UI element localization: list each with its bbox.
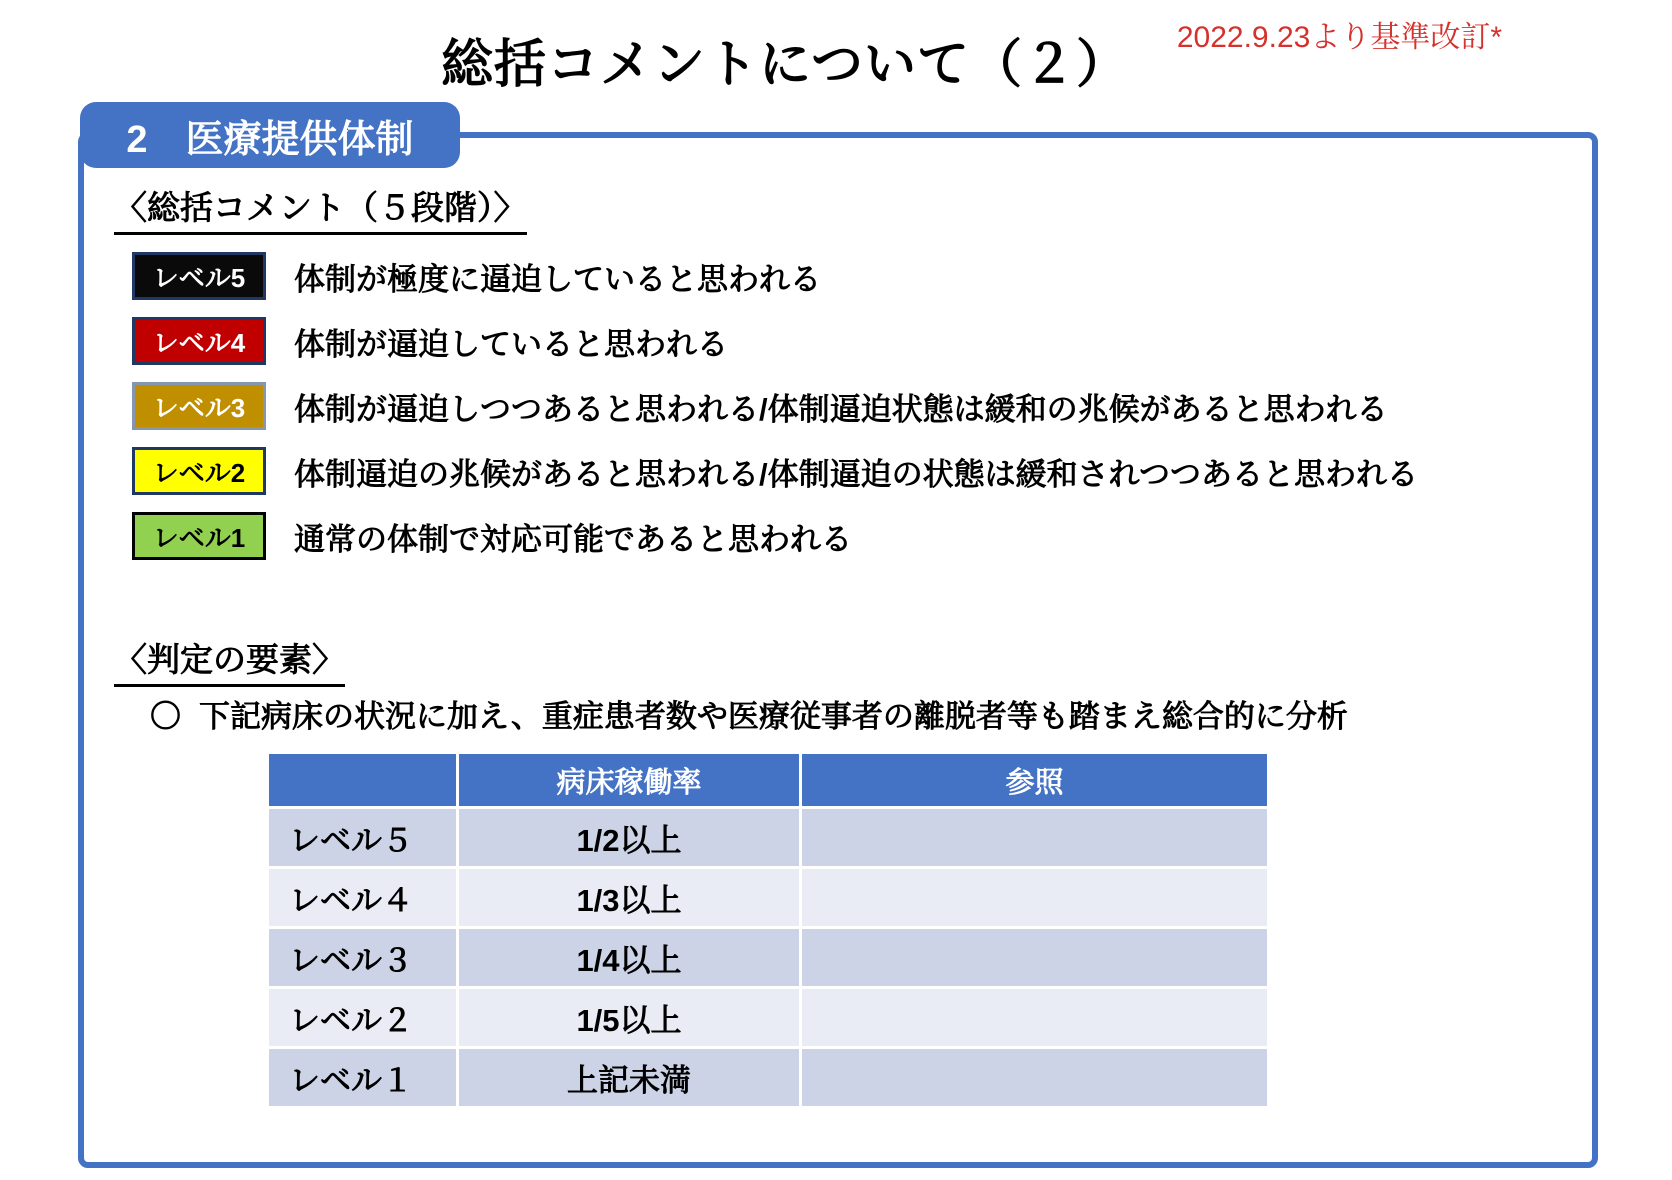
revision-note: 2022.9.23より基準改訂* (1176, 21, 1502, 54)
section-tab (80, 102, 460, 168)
page-title: 総括コメントについて（２） (441, 36, 1129, 94)
section-tab-label: 2 医療提供体制 (126, 118, 414, 161)
table-header-occupancy: 病床稼働率 (459, 754, 799, 806)
level-5-badge: レベル5 (132, 252, 266, 300)
level-row-2 (132, 447, 1418, 495)
criteria-table (269, 754, 1267, 1106)
table-row-2-reference (802, 989, 1267, 1046)
table-row-3-rate: 1/4以上 (459, 929, 799, 986)
level-3-badge: レベル3 (132, 382, 266, 430)
level-legend (132, 252, 1418, 560)
level-4-badge: レベル4 (132, 317, 266, 365)
content-panel (78, 132, 1598, 1168)
level-row-5 (132, 252, 1418, 300)
criteria-heading: 〈判定の要素〉 (114, 634, 345, 687)
table-row-4-reference (802, 869, 1267, 926)
table-header-reference: 参照 (802, 754, 1267, 806)
table-row-2-level: レベル２ (269, 989, 456, 1046)
table-row-3-level: レベル３ (269, 929, 456, 986)
level-3-description: 体制が逼迫しつつあると思われる/体制逼迫状態は緩和の兆候があると思われる (294, 391, 1388, 427)
table-row-3-reference (802, 929, 1267, 986)
level-row-1 (132, 512, 1418, 560)
summary-heading: 〈総括コメント（５段階）〉 (114, 182, 527, 235)
level-5-description: 体制が極度に逼迫していると思われる (294, 261, 821, 297)
table-row-1-rate: 上記未満 (459, 1049, 799, 1106)
level-row-4 (132, 317, 1418, 365)
criteria-bullet (150, 691, 1348, 736)
table-row-5-rate: 1/2以上 (459, 809, 799, 866)
table-row-5-reference (802, 809, 1267, 866)
level-1-badge: レベル1 (132, 512, 266, 560)
level-1-description: 通常の体制で対応可能であると思われる (294, 521, 852, 557)
table-row-4-level: レベル４ (269, 869, 456, 926)
level-row-3 (132, 382, 1418, 430)
level-2-badge: レベル2 (132, 447, 266, 495)
circle-bullet-icon: 〇 (150, 699, 181, 734)
table-row-2-rate: 1/5以上 (459, 989, 799, 1046)
table-row-1-level: レベル１ (269, 1049, 456, 1106)
level-4-description: 体制が逼迫していると思われる (294, 326, 728, 362)
criteria-bullet-text: 下記病床の状況に加え、重症患者数や医療従事者の離脱者等も踏まえ総合的に分析 (199, 699, 1348, 734)
table-row-4-rate: 1/3以上 (459, 869, 799, 926)
table-header-blank (269, 754, 456, 806)
table-row-1-reference (802, 1049, 1267, 1106)
table-row-5-level: レベル５ (269, 809, 456, 866)
level-2-description: 体制逼迫の兆候があると思われる/体制逼迫の状態は緩和されつつあると思われる (294, 456, 1418, 492)
